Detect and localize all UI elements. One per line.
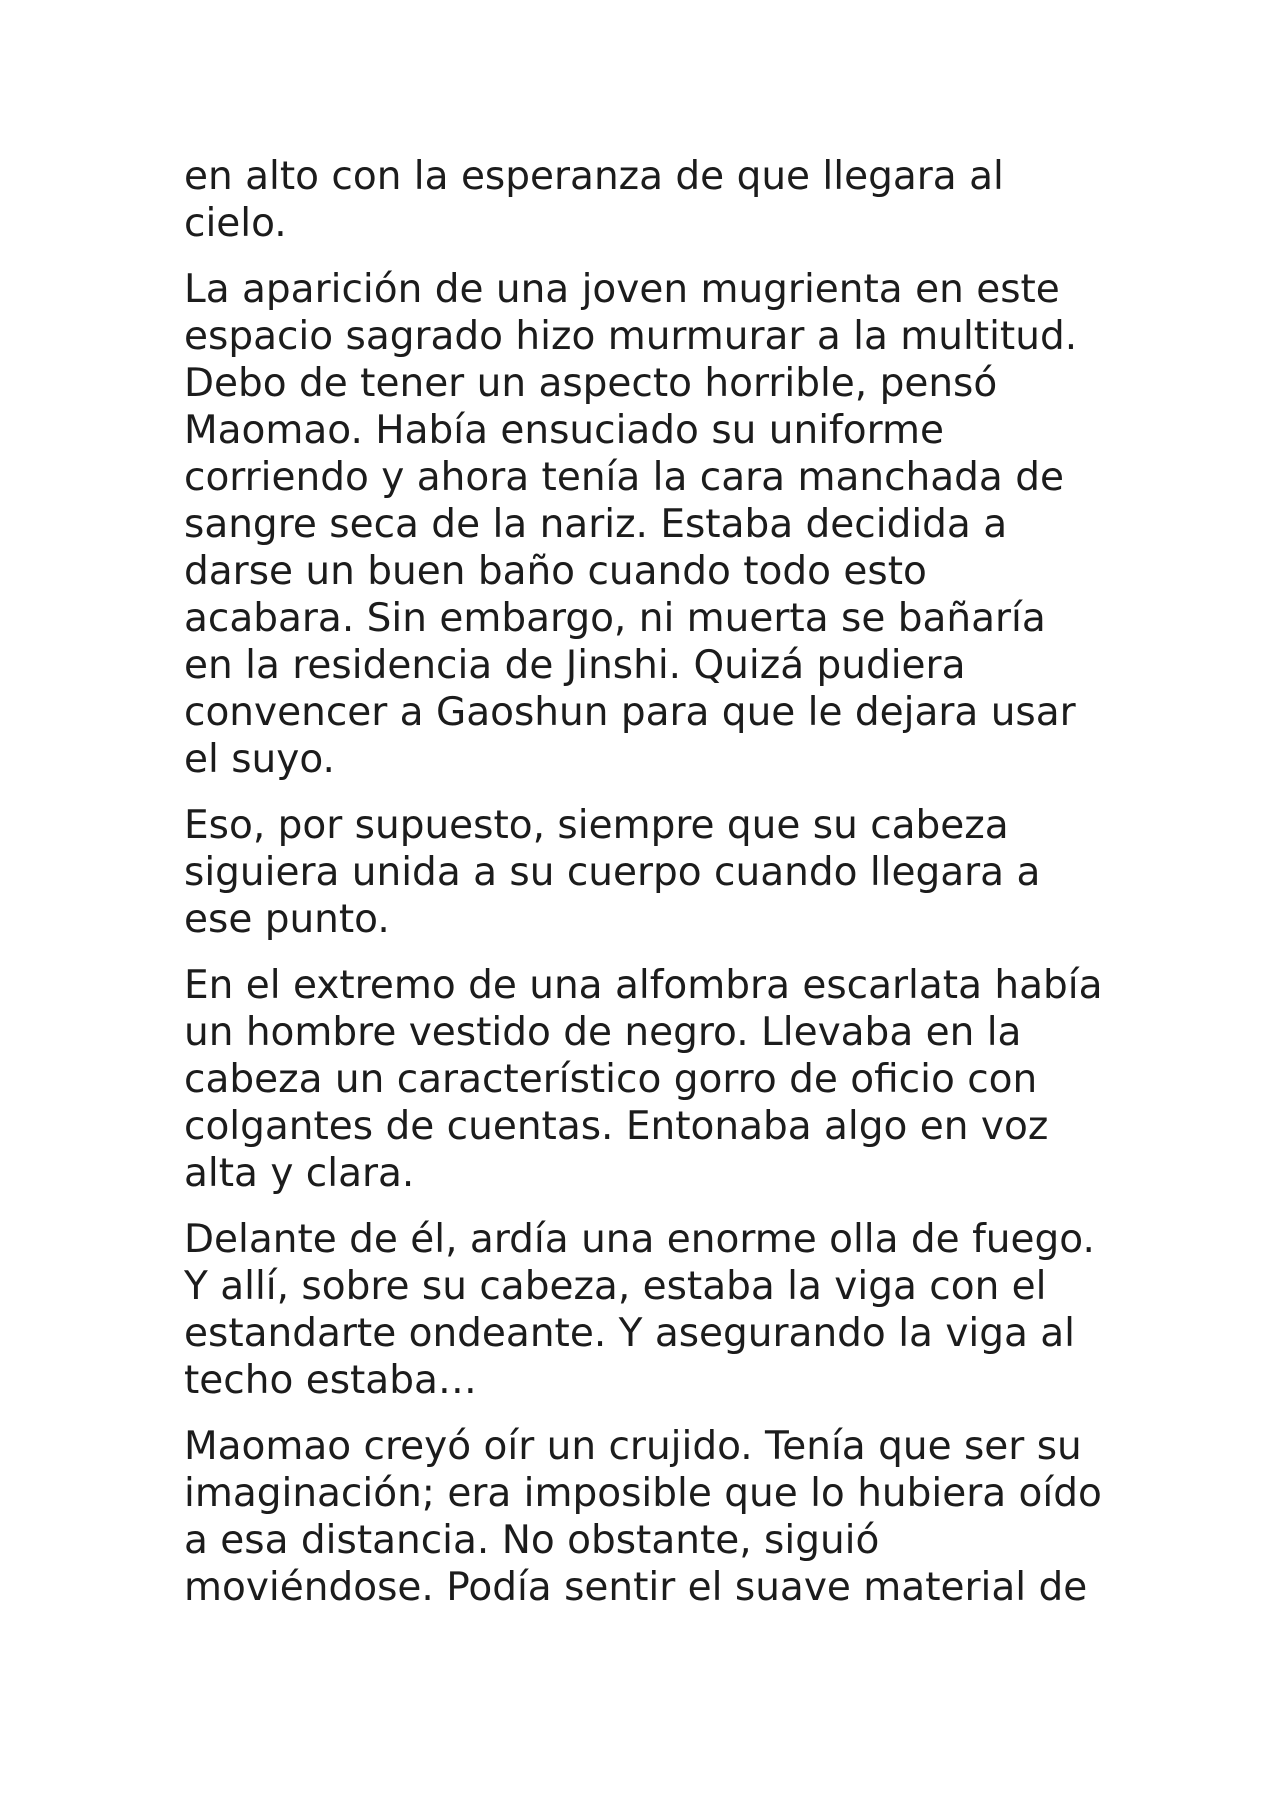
text-line: Eso, por supuesto, siempre que su cabeza bbox=[184, 803, 1009, 848]
text-line: cielo. bbox=[184, 201, 287, 246]
text-line: siguiera unida a su cuerpo cuando llegara a bbox=[184, 850, 1041, 895]
text-line: En el extremo de una alfombra escarlata había bbox=[184, 963, 1103, 1008]
paragraph bbox=[184, 1216, 1114, 1404]
text-line: ese punto. bbox=[184, 897, 390, 942]
text-line: imaginación; era imposible que lo hubiera oído bbox=[184, 1471, 1102, 1516]
text-line: cabeza un característico gorro de oficio con bbox=[184, 1057, 1038, 1102]
body-text bbox=[184, 153, 1114, 1630]
paragraph bbox=[184, 266, 1114, 783]
text-line: Debo de tener un aspecto horrible, pensó bbox=[184, 361, 998, 406]
text-line: Y allí, sobre su cabeza, estaba la viga con el bbox=[184, 1264, 1047, 1309]
text-line: estandarte ondeante. Y asegurando la viga al bbox=[184, 1311, 1076, 1356]
text-line: moviéndose. Podía sentir el suave material de bbox=[184, 1565, 1088, 1610]
text-line: colgantes de cuentas. Entonaba algo en voz bbox=[184, 1104, 1049, 1149]
text-line: a esa distancia. No obstante, siguió bbox=[184, 1518, 880, 1563]
text-line: convencer a Gaoshun para que le dejara usar bbox=[184, 690, 1076, 735]
text-line: un hombre vestido de negro. Llevaba en la bbox=[184, 1010, 1022, 1055]
text-line: darse un buen baño cuando todo esto bbox=[184, 549, 927, 594]
text-line: en la residencia de Jinshi. Quizá pudiera bbox=[184, 643, 966, 688]
text-line: Maomao creyó oír un crujido. Tenía que ser su bbox=[184, 1424, 1082, 1469]
text-line: sangre seca de la nariz. Estaba decidida a bbox=[184, 502, 1008, 547]
text-line: Delante de él, ardía una enorme olla de fuego. bbox=[184, 1217, 1095, 1262]
text-line: acabara. Sin embargo, ni muerta se bañaría bbox=[184, 596, 1046, 641]
text-line: corriendo y ahora tenía la cara manchada de bbox=[184, 455, 1064, 500]
paragraph bbox=[184, 962, 1114, 1197]
text-line: Maomao. Había ensuciado su uniforme bbox=[184, 408, 944, 453]
paragraph bbox=[184, 153, 1114, 247]
text-line: el suyo. bbox=[184, 737, 335, 782]
text-line: techo estaba… bbox=[184, 1358, 477, 1403]
paragraph bbox=[184, 802, 1114, 943]
text-line: alta y clara. bbox=[184, 1151, 415, 1196]
text-line: La aparición de una joven mugrienta en este bbox=[184, 267, 1060, 312]
text-line: en alto con la esperanza de que llegara al bbox=[184, 154, 1004, 199]
paragraph bbox=[184, 1423, 1114, 1611]
text-line: espacio sagrado hizo murmurar a la multitud. bbox=[184, 314, 1078, 359]
